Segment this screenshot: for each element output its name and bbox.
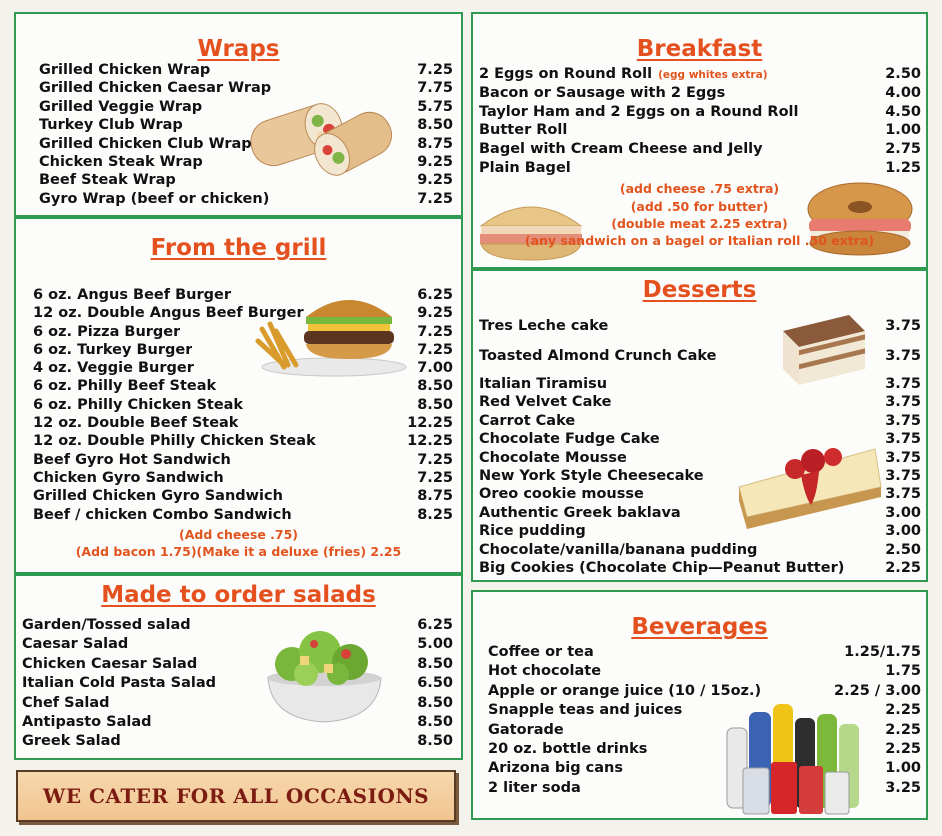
wraps-menu-item	[39, 171, 453, 189]
item-price: 3.75	[885, 348, 921, 364]
beverages-list	[488, 643, 921, 798]
item-price: 3.75	[885, 467, 921, 484]
item-name: 6 oz. Pizza Burger	[33, 323, 181, 340]
grill-note-cheese: (Add cheese .75)	[178, 527, 299, 542]
desserts-menu-item	[479, 449, 921, 467]
item-name: Toasted Almond Crunch Cake	[479, 348, 717, 364]
item-name: Carrot Cake	[479, 412, 576, 429]
desserts-menu-item	[479, 317, 921, 347]
item-name: Hot chocolate	[488, 663, 602, 680]
desserts-menu-item	[479, 559, 921, 577]
beverages-menu-item	[488, 759, 921, 778]
item-price: 6.25	[417, 287, 453, 303]
item-price: 12.25	[407, 415, 453, 432]
beverages-menu-item	[488, 662, 921, 681]
catering-text: WE CATER FOR ALL OCCASIONS	[42, 784, 430, 808]
item-price: 8.50	[417, 655, 453, 672]
grill-menu-item	[33, 432, 453, 450]
item-name: 2 Eggs on Round Roll	[479, 66, 653, 82]
item-price: 7.75	[417, 80, 453, 97]
wraps-menu-item	[39, 98, 453, 116]
item-price: 7.25	[417, 469, 453, 486]
desserts-menu-item	[479, 485, 921, 503]
desserts-title: Desserts	[642, 277, 757, 303]
item-name: Italian Cold Pasta Salad	[22, 675, 216, 692]
breakfast-menu-item	[479, 65, 921, 84]
desserts-menu-item	[479, 430, 921, 448]
grill-menu-item	[33, 304, 453, 322]
item-name: Italian Tiramisu	[479, 376, 608, 392]
desserts-list	[479, 317, 921, 577]
item-name: Caesar Salad	[22, 636, 129, 653]
grill-menu-item	[33, 323, 453, 341]
beverages-menu-item	[488, 740, 921, 759]
item-price: 3.75	[885, 376, 921, 392]
item-name: 12 oz. Double Philly Chicken Steak	[33, 433, 316, 450]
grill-menu-item	[33, 341, 453, 359]
wraps-menu-item	[39, 135, 453, 153]
breakfast-list	[479, 65, 921, 178]
item-price: 8.50	[417, 733, 453, 750]
salads-panel	[14, 574, 463, 760]
wraps-menu-item	[39, 153, 453, 171]
item-name: Chef Salad	[22, 694, 110, 711]
grill-list	[33, 286, 453, 524]
item-price: 7.25	[417, 62, 453, 78]
beverages-menu-item	[488, 721, 921, 740]
grill-title: From the grill	[150, 235, 327, 261]
item-name: 12 oz. Double Beef Steak	[33, 415, 239, 432]
grill-panel	[14, 217, 463, 574]
item-name: Gatorade	[488, 721, 564, 738]
desserts-menu-item	[479, 504, 921, 522]
item-name: Grilled Veggie Wrap	[39, 98, 203, 115]
grill-menu-item	[33, 359, 453, 377]
wraps-menu-item	[39, 79, 453, 97]
item-price: 3.00	[885, 523, 921, 540]
item-price: 3.75	[885, 431, 921, 448]
item-price: 4.50	[885, 103, 921, 120]
grill-note-bacon: (Add bacon 1.75)(Make it a deluxe (fries) 2.25	[75, 544, 402, 559]
item-price: 2.25	[885, 702, 921, 719]
wraps-menu-item	[39, 190, 453, 208]
item-name: Grilled Chicken Gyro Sandwich	[33, 488, 283, 505]
item-price: 3.00	[885, 504, 921, 521]
item-price: 9.25	[417, 172, 453, 189]
item-name: Snapple teas and juices	[488, 702, 683, 719]
grill-menu-item	[33, 487, 453, 505]
item-price: 2.50	[885, 66, 921, 82]
breakfast-menu-item	[479, 121, 921, 140]
item-name: Taylor Ham and 2 Eggs on a Round Roll	[479, 103, 799, 120]
wraps-list	[39, 61, 453, 208]
item-name: 12 oz. Double Angus Beef Burger	[33, 305, 304, 322]
grill-menu-item	[33, 469, 453, 487]
item-name: Beef Gyro Hot Sandwich	[33, 451, 231, 468]
item-price: 8.50	[417, 396, 453, 413]
wraps-panel	[14, 12, 463, 217]
item-price: 7.00	[417, 360, 453, 377]
desserts-menu-item	[479, 347, 921, 375]
item-price: 3.75	[885, 412, 921, 429]
breakfast-panel	[471, 12, 928, 269]
item-name: Antipasto Salad	[22, 713, 152, 730]
breakfast-menu-item	[479, 84, 921, 103]
item-name: Rice pudding	[479, 523, 586, 540]
item-price: 5.75	[417, 98, 453, 115]
item-name: Chocolate Fudge Cake	[479, 431, 660, 448]
item-name: Beef Steak Wrap	[39, 172, 176, 189]
item-price: 1.00	[885, 760, 921, 777]
breakfast-menu-item	[479, 159, 921, 178]
breakfast-note-butter: (add .50 for butter)	[630, 199, 769, 214]
item-price: 7.25	[417, 323, 453, 340]
item-price: 12.25	[407, 433, 453, 450]
item-price: 6.50	[417, 675, 453, 692]
item-price: 1.00	[885, 122, 921, 139]
item-name: 4 oz. Veggie Burger	[33, 360, 194, 377]
item-name: Oreo cookie mousse	[479, 486, 644, 503]
item-name: Beef / chicken Combo Sandwich	[33, 506, 292, 523]
item-name: Big Cookies (Chocolate Chip—Peanut Butter)	[479, 559, 845, 576]
desserts-menu-item	[479, 375, 921, 393]
item-name: Red Velvet Cake	[479, 394, 612, 411]
desserts-menu-item	[479, 412, 921, 430]
item-price: 6.25	[417, 617, 453, 633]
breakfast-note-double-meat: (double meat 2.25 extra)	[611, 216, 788, 231]
item-name: Garden/Tossed salad	[22, 617, 191, 633]
item-price: 4.00	[885, 84, 921, 101]
grill-menu-item	[33, 396, 453, 414]
item-price: 7.25	[417, 451, 453, 468]
beverages-title: Beverages	[631, 614, 768, 640]
grill-menu-item	[33, 414, 453, 432]
wraps-menu-item	[39, 116, 453, 134]
item-price: 3.75	[885, 394, 921, 411]
salads-menu-item	[22, 635, 453, 654]
item-price: 2.25 / 3.00	[834, 682, 921, 699]
item-price: 8.25	[417, 506, 453, 523]
item-name: 2 liter soda	[488, 779, 581, 796]
salads-menu-item	[22, 732, 453, 751]
desserts-menu-item	[479, 393, 921, 411]
salads-menu-item	[22, 655, 453, 674]
desserts-panel	[471, 269, 928, 582]
item-price: 7.25	[417, 190, 453, 207]
item-name: Turkey Club Wrap	[39, 117, 183, 134]
item-name: Butter Roll	[479, 122, 568, 139]
grill-menu-item	[33, 506, 453, 524]
item-name: Grilled Chicken Club Wrap	[39, 135, 252, 152]
item-name: Plain Bagel	[479, 159, 571, 176]
item-name: 6 oz. Angus Beef Burger	[33, 287, 231, 303]
item-name: 6 oz. Philly Beef Steak	[33, 378, 217, 395]
item-note: (egg whites extra)	[658, 69, 768, 81]
item-price: 3.25	[885, 779, 921, 796]
item-name: Chicken Steak Wrap	[39, 153, 203, 170]
catering-banner	[16, 770, 456, 822]
grill-menu-item	[33, 451, 453, 469]
item-name: Grilled Chicken Wrap	[39, 62, 211, 78]
item-name: Arizona big cans	[488, 760, 624, 777]
item-name: 6 oz. Turkey Burger	[33, 341, 193, 358]
desserts-menu-item	[479, 522, 921, 540]
item-price: 9.25	[417, 305, 453, 322]
breakfast-menu-item	[479, 140, 921, 159]
desserts-menu-item	[479, 541, 921, 559]
salads-list	[22, 616, 453, 752]
item-price: 8.50	[417, 378, 453, 395]
wraps-menu-item	[39, 61, 453, 79]
item-name: Bagel with Cream Cheese and Jelly	[479, 141, 763, 158]
item-price: 8.50	[417, 713, 453, 730]
beverages-panel	[471, 590, 928, 820]
item-price: 2.25	[885, 721, 921, 738]
item-name: New York Style Cheesecake	[479, 467, 704, 484]
item-price: 1.25	[885, 159, 921, 176]
item-price: 5.00	[417, 636, 453, 653]
item-price: 7.25	[417, 341, 453, 358]
item-price: 3.75	[885, 318, 921, 334]
item-price: 8.75	[417, 135, 453, 152]
item-price: 2.25	[885, 740, 921, 757]
item-price: 3.75	[885, 486, 921, 503]
item-name: Chicken Gyro Sandwich	[33, 469, 224, 486]
item-name: Chicken Caesar Salad	[22, 655, 198, 672]
salads-menu-item	[22, 694, 453, 713]
item-price: 3.75	[885, 449, 921, 466]
beverages-menu-item	[488, 701, 921, 720]
salads-menu-item	[22, 713, 453, 732]
salads-menu-item	[22, 674, 453, 693]
item-name: Coffee or tea	[488, 644, 594, 660]
salads-title: Made to order salads	[101, 582, 376, 608]
salads-menu-item	[22, 616, 453, 635]
item-name: Chocolate/vanilla/banana pudding	[479, 541, 758, 558]
item-name: Grilled Chicken Caesar Wrap	[39, 80, 272, 97]
beverages-menu-item	[488, 779, 921, 798]
item-price: 1.25/1.75	[844, 644, 921, 660]
item-name: Authentic Greek baklava	[479, 504, 681, 521]
item-price: 2.25	[885, 559, 921, 576]
breakfast-title: Breakfast	[636, 36, 763, 62]
breakfast-note-bagel-roll: (any sandwich on a bagel or Italian roll .50 extra)	[524, 233, 875, 248]
grill-menu-item	[33, 377, 453, 395]
item-name: 20 oz. bottle drinks	[488, 740, 648, 757]
breakfast-note-cheese: (add cheese .75 extra)	[619, 181, 780, 196]
beverages-menu-item	[488, 643, 921, 662]
item-price: 8.75	[417, 488, 453, 505]
item-price: 2.50	[885, 541, 921, 558]
item-name: Bacon or Sausage with 2 Eggs	[479, 84, 726, 101]
item-name: Tres Leche cake	[479, 318, 609, 334]
item-name: 6 oz. Philly Chicken Steak	[33, 396, 244, 413]
item-name: Chocolate Mousse	[479, 449, 627, 466]
item-price: 8.50	[417, 117, 453, 134]
item-price: 9.25	[417, 153, 453, 170]
wraps-title: Wraps	[197, 36, 280, 62]
item-price: 2.75	[885, 141, 921, 158]
item-price: 8.50	[417, 694, 453, 711]
grill-menu-item	[33, 286, 453, 304]
desserts-menu-item	[479, 467, 921, 485]
beverages-menu-item	[488, 682, 921, 701]
item-name: Greek Salad	[22, 733, 121, 750]
item-name: Apple or orange juice (10 / 15oz.)	[488, 682, 762, 699]
item-price: 1.75	[885, 663, 921, 680]
item-name: Gyro Wrap (beef or chicken)	[39, 190, 270, 207]
breakfast-menu-item	[479, 103, 921, 122]
